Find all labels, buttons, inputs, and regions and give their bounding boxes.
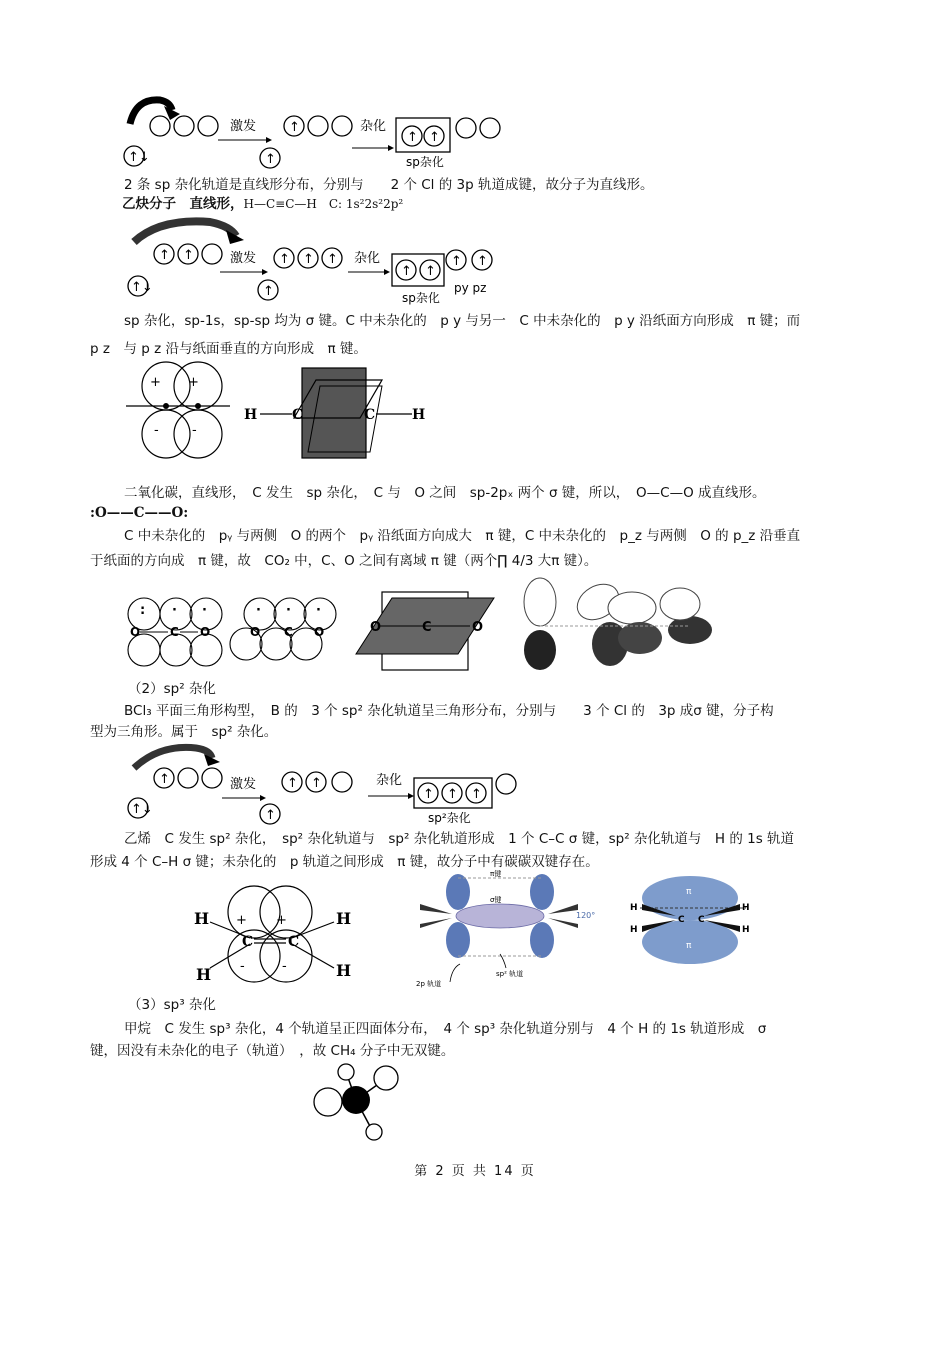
svg-text:↑↓: ↑↓ [131,802,153,817]
co2-figure-d [524,577,712,670]
co2-figure-b [230,598,336,660]
ethylene-line1: 乙烯 C 发生 sp² 杂化， sp² 杂化轨道与 sp² 杂化轨道形成 1 个 C–C σ 键，sp² 杂化轨道与 H 的 1s 轨道 [124,831,795,847]
svg-text:C: C [678,915,685,925]
svg-text:↑: ↑ [477,254,488,269]
svg-text:2p 轨道: 2p 轨道 [416,980,442,988]
svg-text:C: C [242,934,254,950]
svg-text:H: H [630,925,638,935]
co2-line1: 二氧化碳，直线形， C 发生 sp 杂化， C 与 O 之间 sp-2pₓ 两个 σ 键，所以， O—C—O 成直线形。 [124,485,766,501]
hybrid-label-2: 杂化 [354,251,381,266]
svg-text:↑: ↑ [159,248,170,263]
svg-text:-: - [240,959,245,974]
sp2-heading: （2）sp² 杂化 [128,681,216,697]
minus-2: - [192,423,197,438]
sp3-line1: 甲烷 C 发生 sp³ 杂化，4 个轨道呈正四面体分布， 4 个 sp³ 杂化轨道分别与 4 个 H 的 1s 轨道形成 σ [124,1021,767,1037]
h-right: H [412,407,426,423]
svg-text:↑: ↑ [429,130,440,145]
co2-orbital-figures [120,578,740,678]
sp2-box-label: sp²杂化 [428,811,471,825]
svg-text:↑: ↑ [159,772,170,787]
svg-text:↑↓: ↑↓ [131,280,153,295]
svg-text:↑: ↑ [471,787,482,802]
c-left: C [292,407,304,423]
ethylene-line2: 形成 4 个 C–H σ 键；未杂化的 p 轨道之间形成 π 键，故分子中有碳碳双键存在。 [90,854,599,870]
co2-para2: 于纸面的方向成 π 键，故 CO₂ 中，C、O 之间有离域 π 键（两个∏ 4/3 大π 键）。 [90,553,598,569]
sp-hybridization-diagram-1 [120,92,520,174]
svg-text:↑: ↑ [263,284,274,299]
methane-model [300,1062,420,1146]
c-right: C [364,407,376,423]
svg-text:C: C [170,625,179,639]
sp2-line1: BCl₃ 平面三角形构型， B 的 3 个 sp² 杂化轨道呈三角形分布，分别与 3 个 Cl 的 3p 成σ 键，分子构 [124,703,774,719]
sp-box-label-2: sp杂化 [402,291,440,305]
svg-text:·: · [202,603,207,618]
ethylene-figure-1 [194,886,351,984]
excite-label-2: 激发 [230,251,257,266]
co2-figure-c [356,592,494,670]
svg-text:H: H [336,961,352,980]
svg-text:·: · [286,603,291,618]
svg-text:sp² 轨道: sp² 轨道 [496,970,524,978]
svg-text:↑: ↑ [327,252,338,267]
svg-text:O: O [314,625,325,639]
svg-text::: : [140,603,146,618]
svg-text:H: H [336,909,352,928]
sp2-hybridization-diagram [120,742,540,824]
svg-text:H: H [742,925,750,935]
sp3-heading: （3）sp³ 杂化 [128,997,216,1013]
sp2-line2: 型为三角形。属于 sp² 杂化。 [90,724,278,740]
acetylene-formula: H—C≡C—H C: 1s²2s²2p² [243,197,404,211]
svg-text:H: H [196,965,212,984]
plus-2: + [188,375,199,390]
svg-text:+: + [276,913,287,928]
svg-text:↑: ↑ [265,808,276,823]
svg-text:↑: ↑ [451,254,462,269]
svg-text:↑: ↑ [265,152,276,167]
svg-text:↑: ↑ [447,787,458,802]
svg-text:C: C [288,934,300,950]
svg-text:O: O [250,625,261,639]
ethylene-figure-3 [630,876,750,964]
page-footer: 第 2 页 共 14 页 [414,1164,536,1179]
sp2-hybrid-label: 杂化 [376,773,403,788]
acetylene-formula-line [122,195,403,213]
p-labels: py pz [454,281,487,295]
svg-text:σ键: σ键 [490,896,502,904]
svg-text:O: O [130,625,141,639]
svg-text:O: O [472,620,484,635]
co2-para1: C 中未杂化的 pᵧ 与两侧 O 的两个 pᵧ 沿纸面方向成大 π 键，C 中未杂化的 p_z 与两侧 O 的 p_z 沿垂直 [124,528,801,544]
svg-text:-: - [282,959,287,974]
acetylene-prefix: 乙炔分子 直线形， [122,196,244,212]
co2-lewis: :O——C——O: [90,505,189,521]
svg-text:H: H [630,903,638,913]
svg-text:↑: ↑ [303,252,314,267]
svg-text:↑: ↑ [279,252,290,267]
svg-text:↑: ↑ [289,120,300,135]
h-left: H [244,407,258,423]
svg-text:↑: ↑ [425,264,436,279]
co2-figure-a [128,598,222,666]
sp-para2: p z 与 p z 沿与纸面垂直的方向形成 π 键。 [90,341,367,357]
svg-text:·: · [172,603,177,618]
ethylene-figure-2 [416,869,595,988]
sp3-line2: 键，因没有未杂化的电子（轨道） ，故 CH₄ 分子中无双键。 [90,1043,455,1059]
svg-text:↑: ↑ [401,264,412,279]
svg-text:C: C [422,620,432,635]
minus-1: - [154,423,159,438]
sp-hybridization-diagram-2 [120,212,520,310]
hybrid-label: 杂化 [360,119,387,134]
svg-text:↑: ↑ [423,787,434,802]
svg-text:π键: π键 [490,870,502,878]
acetylene-p-orbital-figure [120,358,440,468]
svg-text:C: C [284,625,293,639]
svg-text:O: O [370,620,382,635]
svg-text:↑↓: ↑↓ [128,150,150,165]
svg-text:·: · [256,603,261,618]
excite-label: 激发 [230,119,257,134]
svg-text:π: π [686,887,692,897]
svg-text:120°: 120° [576,911,596,920]
svg-text:↑: ↑ [407,130,418,145]
sp-text-line1: 2 条 sp 杂化轨道是直线形分布，分别与 2 个 Cl 的 3p 轨道成键，故分子为直线形。 [124,177,654,193]
sp-para1: sp 杂化，sp-1s，sp-sp 均为 σ 键。C 中未杂化的 p y 与另一 C 中未杂化的 p y 沿纸面方向形成 π 键；而 [124,313,801,329]
svg-text:+: + [236,913,247,928]
svg-text:C: C [698,915,705,925]
svg-text:O: O [200,625,211,639]
sp2-excite-label: 激发 [230,777,257,792]
ethylene-figures [190,872,770,990]
svg-text:↑: ↑ [183,248,194,263]
plus-1: + [150,375,161,390]
svg-text:↑: ↑ [311,776,322,791]
svg-text:H: H [742,903,750,913]
svg-text:·: · [316,603,321,618]
svg-text:↑: ↑ [287,776,298,791]
sp-box-label: sp杂化 [406,155,444,169]
svg-text:π: π [686,941,692,951]
svg-text:H: H [194,909,210,928]
